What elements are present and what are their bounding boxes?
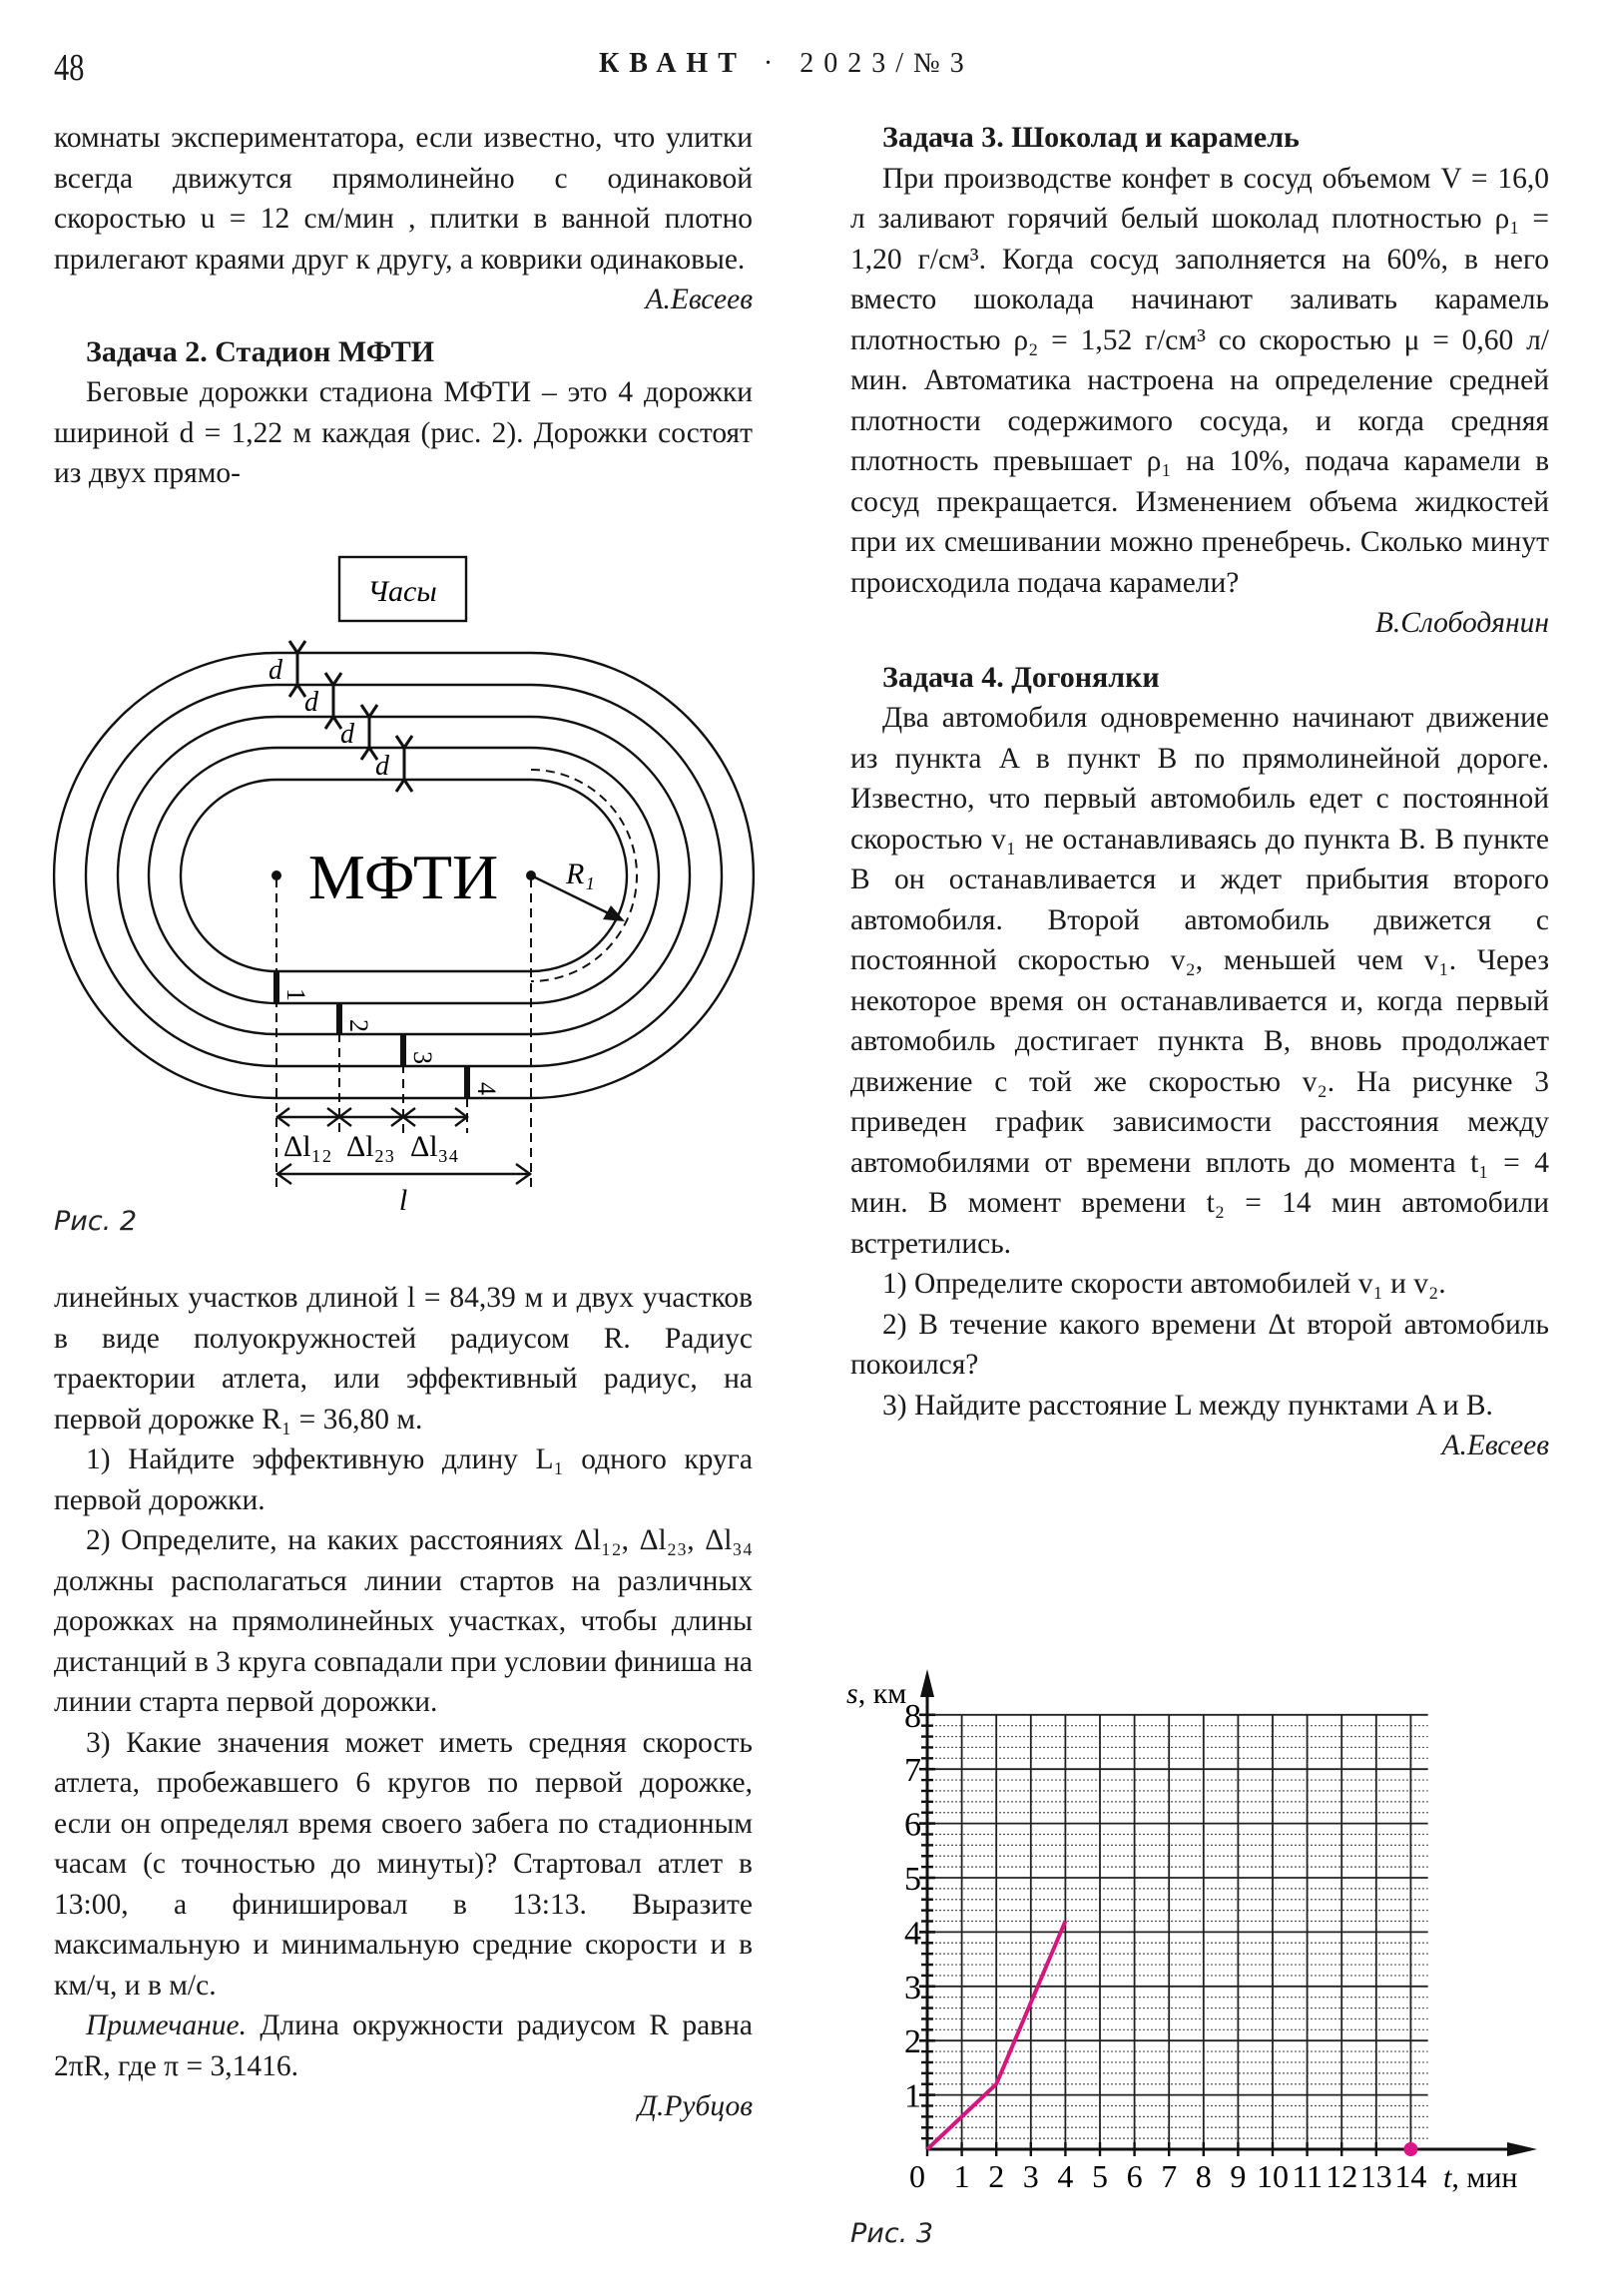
issue-number: 2023/№3 [799, 48, 974, 79]
problem4-title: Задача 4. Догонялки [882, 660, 1160, 694]
x-tick-label: 13 [1359, 2158, 1392, 2194]
svg-text:3: 3 [408, 1051, 437, 1064]
y-tick-label: 5 [904, 1861, 921, 1898]
x-tick-label: 1 [953, 2158, 970, 2194]
x-tick-label: 11 [1292, 2158, 1324, 2194]
meeting-point-marker [1403, 2142, 1417, 2156]
svg-text:Δl₃₄: Δl₃₄ [410, 1130, 459, 1163]
y-axis-label: s, км [846, 1677, 907, 1710]
svg-text:2: 2 [344, 1019, 373, 1032]
running-header [599, 48, 974, 80]
lane-width-labels [268, 655, 390, 782]
left-column-bottom [54, 1278, 753, 2127]
svg-text:Δl₂₃: Δl₂₃ [346, 1130, 395, 1163]
magazine-title: КВАНТ [599, 48, 747, 79]
radius-label: R₁ [566, 858, 595, 890]
right-column [850, 118, 1549, 1466]
figure3-distance-time-chart [838, 1657, 1597, 2216]
svg-text:1: 1 [281, 988, 310, 1001]
x-axis-label: t, мин [1443, 2161, 1518, 2194]
svg-text:4: 4 [472, 1082, 501, 1095]
clock-label: Часы [367, 575, 437, 608]
figure2-stadium-diagram [0, 539, 798, 1238]
x-tick-label: 14 [1394, 2158, 1427, 2194]
intro-author: А.Евсеев [645, 284, 753, 315]
intro-paragraph: комнаты экспериментатора, если известно, что улитки всегда движутся прямолинейно с одинаковой скоростью u = 12 см/мин , плитки в ванной плотно прилегают краями друг к другу, а коврики одинаковые. [54, 122, 753, 276]
x-tick-label: 10 [1257, 2158, 1289, 2194]
left-column-top [54, 118, 753, 494]
x-tick-label: 2 [988, 2158, 1005, 2194]
y-axis-arrow-icon [920, 1669, 934, 1697]
problem3-text: При производстве конфет в сосуд объемом V = 16,0 л заливают горячий белый шоколад плотностью ρ₁ = 1,20 г/см³. Когда сосуд заполняется на 60%, в него вместо шоколада начинают заливать карамель плотностью ρ₂ = 1,52 г/см³ со скоростью μ = 0,60 л/мин. Автоматика настроена на определение средней плотности содержимого сосуда, и когда средняя плотность превышает ρ₁ на 10%, подача карамели в сосуд прекращается. Изменением объема жидкостей при их смешивании можно пренебречь. Сколько минут происходила подача карамели? [850, 162, 1549, 599]
y-tick-label: 8 [904, 1697, 921, 1735]
note-label: Примечание. [86, 2009, 248, 2041]
figure2-caption: Рис. 2 [54, 1206, 138, 1237]
problem2-note [54, 2006, 753, 2086]
x-tick-label: 3 [1022, 2158, 1039, 2194]
x-tick-label: 0 [909, 2158, 925, 2194]
y-tick-label: 4 [904, 1915, 921, 1953]
problem4-author: А.Евсеев [1441, 1430, 1549, 1461]
x-tick-label: 12 [1326, 2158, 1358, 2194]
svg-text:d: d [304, 687, 318, 718]
problem2-author: Д.Рубцов [638, 2090, 753, 2122]
y-tick-label: 7 [904, 1752, 921, 1790]
header-separator: · [763, 48, 784, 79]
problem3-author: В.Слободянин [1374, 607, 1549, 639]
svg-text:Δl₁₂: Δl₁₂ [283, 1130, 332, 1163]
problem4-question2: 2) В течение какого времени Δt второй автомобиль покоился? [850, 1308, 1549, 1381]
x-tick-label: 8 [1195, 2158, 1212, 2194]
x-axis-arrow-icon [1507, 2142, 1537, 2156]
problem2-question3: 3) Какие значения может иметь средняя скорость атлета, пробежавшего 6 кругов по первой дорожке, если он определял время своего забега по стадионным часам (с точностью до минуты)? Стартовал атлет в 13:00, а финишировал в 13:13. Выразите максимальную и минимальную средние скорости и в км/ч, и в м/с. [54, 1726, 753, 2002]
svg-text:d: d [375, 751, 389, 782]
x-tick-label: 7 [1161, 2158, 1178, 2194]
x-tick-label: 6 [1126, 2158, 1143, 2194]
problem2-question2: 2) Определите, на каких расстояниях Δl₁₂, Δl₂₃, Δl₃₄ должны располагаться линии стартов на различных дорожках на прямолинейных участках, чтобы длины дистанций в 3 круга совпадали при условии финиша на линии старта первой дорожки. [54, 1524, 753, 1718]
delta-l-labels [283, 1130, 459, 1163]
y-tick-label: 6 [904, 1806, 921, 1844]
center-label: МФТИ [307, 842, 499, 912]
problem4-question3: 3) Найдите расстояние L между пунктами A и B. [882, 1389, 1493, 1422]
y-tick-label: 1 [904, 2077, 921, 2115]
note-text: Длина окружности радиусом R равна 2πR, где π = 3,1416. [54, 2009, 753, 2082]
problem2-paragraph1: Беговые дорожки стадиона МФТИ – это 4 дорожки шириной d = 1,22 м каждая (рис. 2). Дорожки состоят из двух прямо- [54, 376, 753, 489]
problem3-title: Задача 3. Шоколад и карамель [882, 121, 1300, 154]
problem2-question1: 1) Найдите эффективную длину L₁ одного круга первой дорожки. [54, 1443, 753, 1516]
x-tick-label: 4 [1057, 2158, 1074, 2194]
svg-text:d: d [268, 655, 282, 686]
y-tick-label: 2 [904, 2023, 921, 2061]
problem4-question1: 1) Определите скорости автомобилей v₁ и v₂. [882, 1268, 1446, 1300]
x-tick-label: 5 [1092, 2158, 1108, 2194]
length-label: l [398, 1184, 408, 1217]
problem2-paragraph2: линейных участков длиной l = 84,39 м и двух участков в виде полуокружностей радиусом R. Радиус траектории атлета, или эффективный радиус, на первой дорожке R₁ = 36,80 м. [54, 1282, 753, 1435]
x-tick-label: 9 [1230, 2158, 1247, 2194]
svg-text:d: d [340, 719, 354, 750]
figure3-caption: Рис. 3 [850, 2218, 934, 2249]
problem4-text: Два автомобиля одновременно начинают движение из пункта A в пункт B по прямолинейной дороге. Известно, что первый автомобиль едет с постоянной скоростью v₁ не останавливаясь до пункта B. В пункте B он останавливается и ждет прибытия второго автомобиля. Второй автомобиль движется с постоянной скоростью v₂, меньшей чем v₁. Через некоторое время он останавливается и, когда первый автомобиль достигает пункта B, вновь продолжает движение с той же скоростью v₂. На рисунке 3 приведен график зависимости расстояния между автомобилями от времени вплоть до момента t₁ = 4 мин. В момент времени t₂ = 14 мин автомобили встретились. [850, 702, 1549, 1260]
y-tick-label: 3 [904, 1969, 921, 2007]
page-number: 48 [54, 47, 85, 89]
problem2-title: Задача 2. Стадион МФТИ [86, 334, 435, 368]
